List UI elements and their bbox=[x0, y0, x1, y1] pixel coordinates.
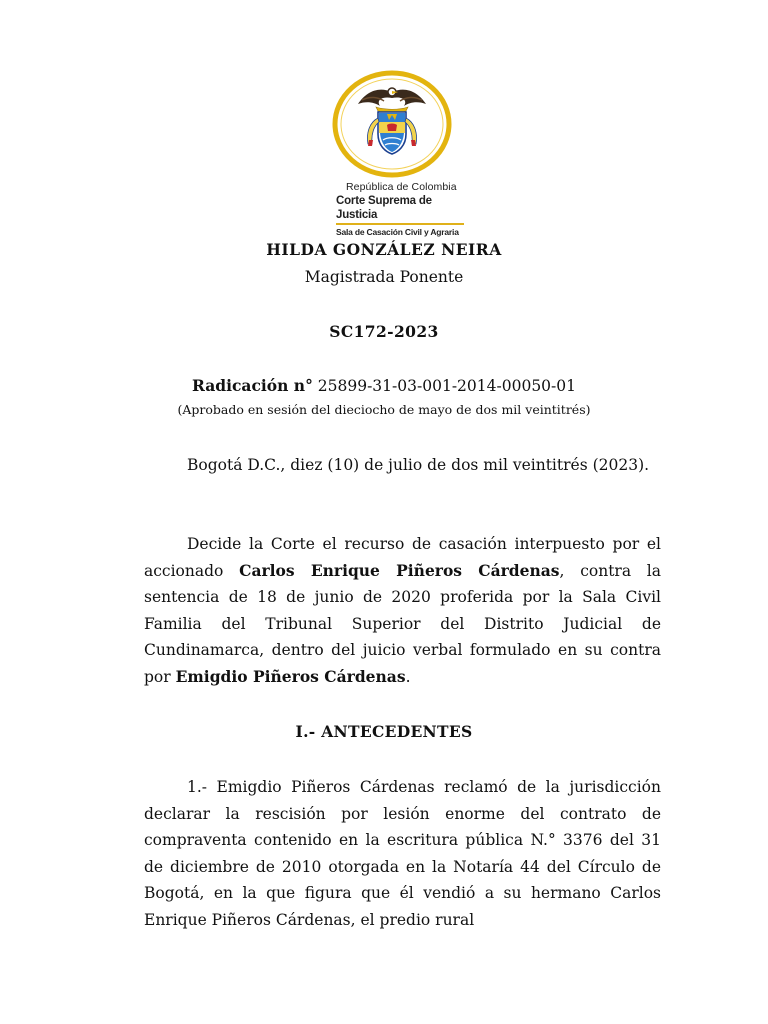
date-text: Bogotá D.C., diez (10) de julio de dos mil veintitrés (2023). bbox=[187, 456, 650, 474]
decide-text-part3: . bbox=[405, 667, 411, 686]
antecedentes-text: 1.- Emigdio Piñeros Cárdenas reclamó de la jurisdicción declarar la rescisión por lesión enorme del contrato de compraventa contenido en la escritura pública N.° 3376 del 31 de diciembre de 2010 otorgada en la Notaría 44 del Círculo de Bogotá, en la que figura que él vendió a su hermano Carlos Enrique Piñeros Cárdenas, el predio rural bbox=[144, 778, 661, 929]
party-carlos: Carlos Enrique Piñeros Cárdenas bbox=[239, 560, 560, 580]
approval-note: (Aprobado en sesión del dieciocho de mayo de dos mil veintitrés) bbox=[177, 402, 591, 417]
magistrate-name: HILDA GONZÁLEZ NEIRA bbox=[266, 240, 502, 259]
institution-block bbox=[334, 181, 474, 238]
corte-label: Corte Suprema de Justicia bbox=[336, 195, 432, 221]
decide-paragraph bbox=[144, 531, 661, 690]
party-emigdio: Emigdio Piñeros Cárdenas bbox=[175, 666, 406, 686]
case-code: SC172-2023 bbox=[329, 322, 439, 341]
section-title: I.- ANTECEDENTES bbox=[295, 722, 473, 741]
sala-label: Sala de Casación Civil y Agraria bbox=[336, 227, 459, 237]
radicacion-number: 25899-31-03-001-2014-00050-01 bbox=[317, 377, 577, 395]
antecedentes-paragraph bbox=[144, 774, 661, 933]
magistrate-role: Magistrada Ponente bbox=[304, 268, 464, 286]
radicacion-line bbox=[0, 376, 768, 395]
republica-label: República de Colombia bbox=[346, 181, 457, 193]
decide-text-part2: , contra la sentencia de 18 de junio de 2020 proferida por la Sala Civil Familia del Tribunal Superior del Distrito Judicial de Cundinamarca, dentro del juicio verbal formulado en su contra por bbox=[144, 561, 662, 686]
decide-text-part1: Decide la Corte el recurso de casación interpuesto por el accionado bbox=[144, 535, 661, 580]
colombia-coat-of-arms-icon bbox=[332, 70, 452, 178]
gold-divider bbox=[336, 223, 464, 225]
radicacion-label: Radicación n° bbox=[191, 376, 313, 395]
date-paragraph bbox=[144, 452, 661, 479]
